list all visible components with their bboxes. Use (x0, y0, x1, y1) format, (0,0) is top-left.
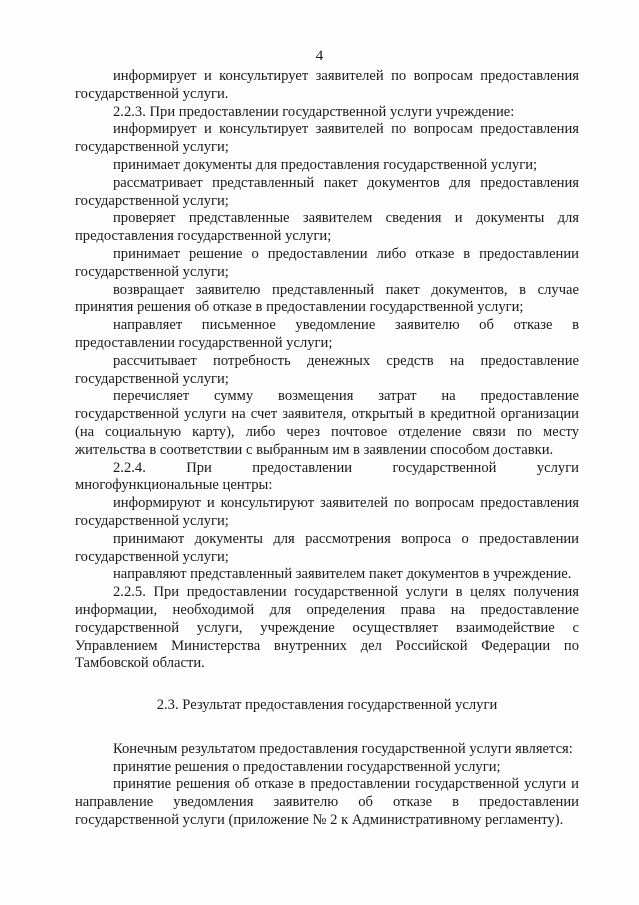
paragraph: рассчитывает потребность денежных средств на предоставление государственной услуги; (75, 352, 579, 387)
paragraph: информируют и консультируют заявителей по вопросам предоставления государственной услуги; (75, 495, 579, 529)
section-heading-2-3: 2.3. Результат предоставления государственной услуги (156, 697, 498, 714)
paragraph: рассматривает представленный пакет документов для предоставления государственной услуги; (75, 174, 579, 209)
paragraph: принимает документы для предоставления государственной услуги; (113, 156, 538, 173)
paragraph: проверяет представленные заявителем сведения и документы для предоставления государственной услуги; (75, 210, 579, 245)
paragraph: направляют представленный заявителем пакет документов в учреждение. (113, 566, 572, 583)
paragraph: перечисляет сумму возмещения затрат на предоставление государственной услуги на счет заявителя, открытый в кредитной организации (на социальную карту), либо через почтовое отделение связи по месту жительства в соответствии с выбранным им в заявлении способом доставки. (75, 388, 579, 458)
paragraph: информирует и консультирует заявителей по вопросам предоставления государственной услуги. (75, 68, 579, 102)
paragraph: Конечным результатом предоставления государственной услуги является: (113, 740, 573, 757)
paragraph: направляет письменное уведомление заявителю об отказе в предоставлении государственной услуги; (75, 317, 579, 351)
section-2-2-4: 2.2.4. При предоставлении государственной услуги многофункциональные центры: (75, 459, 579, 494)
paragraph: информирует и консультирует заявителей по вопросам предоставления государственной услуги; (75, 121, 579, 156)
paragraph: принятие решения о предоставлении государственной услуги; (113, 758, 501, 775)
paragraph: принимает решение о предоставлении либо отказе в предоставлении государственной услуги; (75, 245, 579, 280)
paragraph: принятие решения об отказе в предоставлении государственной услуги и направление уведомления заявителю об отказе в предоставлении государственной услуги (приложение № 2 к Административному регламенту). (75, 776, 579, 829)
document-body (75, 68, 579, 830)
paragraph: принимают документы для рассмотрения вопроса о предоставлении государственной услуги; (75, 530, 579, 565)
section-2-2-5: 2.2.5. При предоставлении государственной услуги в целях получения информации, необходимой для определения права на предоставление государственной услуги, учреждение осуществляет взаимодействие с Управлением Министерства внутренних дел Российской Федерации по Тамбовской области. (75, 584, 579, 672)
page-number: 4 (315, 48, 324, 64)
section-2-2-3: 2.2.3. При предоставлении государственной услуги учреждение: (113, 103, 515, 120)
paragraph: возвращает заявителю представленный пакет документов, в случае принятия решения об отказе в предоставлении государственной услуги; (75, 281, 579, 316)
